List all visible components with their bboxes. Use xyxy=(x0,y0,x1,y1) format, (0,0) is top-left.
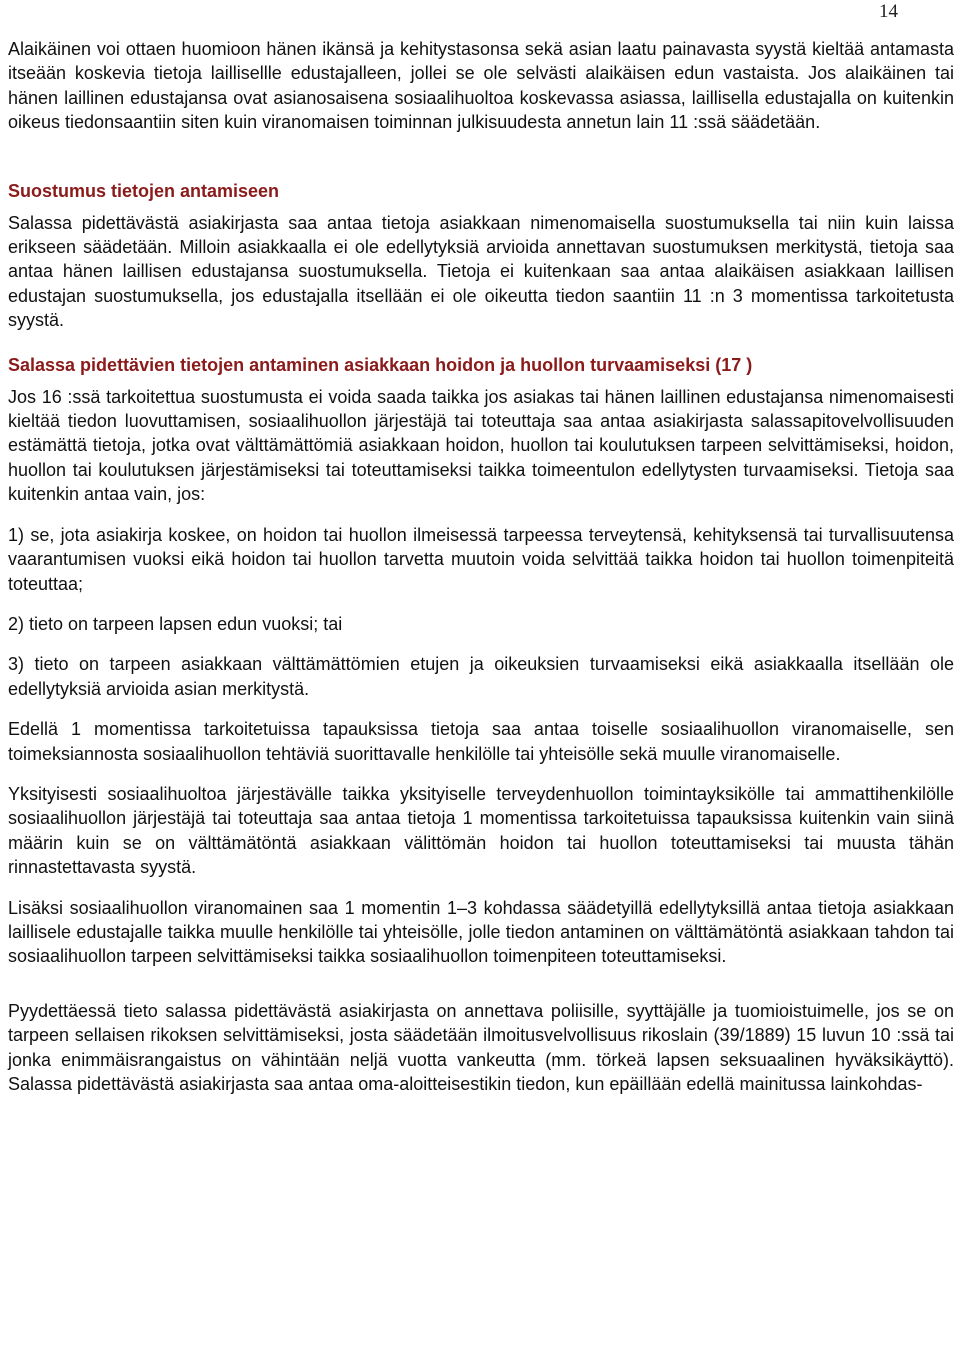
section-heading-disclosure: Salassa pidettävien tietojen antaminen asiakkaan hoidon ja huollon turvaamiseksi (17 ) xyxy=(8,354,753,375)
disclosure-paragraph: Jos 16 :ssä tarkoitettua suostumusta ei voida saada taikka jos asiakas tai hänen laillinen edustajansa nimenomaisesti kieltää tiedon luovuttamisen, sosiaalihuollon järjestäjä tai toteuttaja saa antaa asiakirjasta salassapitovelvollisuuden estämättä tietoja, jotka ovat välttämättömiä asiakkaan hoidon, huollon tai koulutuksen tarpeen selvittämiseksi, hoidon, huollon tai koulutuksen järjestämiseksi tai toteuttamiseksi taikka toimeentulon edellytysten turvaamiseksi. Tietoja saa kuitenkin antaa vain, jos: xyxy=(8,386,954,505)
paragraph-police: Pyydettäessä tieto salassa pidettävästä asiakirjasta on annettava poliisille, syyttäjälle ja tuomioistuimelle, jos se on tarpeen sellaisen rikoksen selvittämiseksi, josta säädetään ilmoitusvelvollisuus rikoslain (39/1889) 15 luvun 10 :ssä tai jonka enimmäisrangaistus on vähintään neljä vuotta vankeutta (mm. törkeä lapsen seksuaalinen hyväksikäyttö). Salassa pidettävästä asiakirjasta saa antaa oma-aloitteisestikin tiedon, kun epäillään edellä mainitussa lainkohdas- xyxy=(8,1000,954,1094)
section-heading-consent: Suostumus tietojen antamiseen xyxy=(8,180,280,201)
list-item-1: 1) se, jota asiakirja koskee, on hoidon tai huollon ilmeisessä tarpeessa terveytensä, kehityksensä tai turvallisuutensa vaarantumisen vuoksi eikä hoidon tai huollon tarvetta muutoin voida selvittää taikka hoidon tai huollon toimenpiteitä toteuttaa; xyxy=(8,524,954,594)
paragraph-legal-representative: Lisäksi sosiaalihuollon viranomainen saa 1 momentin 1–3 kohdassa säädetyillä edellytyksillä antaa tietoja asiakkaan laillisele edustajalle taikka muulle henkilölle tai yhteisölle, jolle tiedon antaminen on välttämätöntä asiakkaan tahdon tai sosiaalihuollon tarpeen selvittämiseksi taikka sosiaalihuollon toimenpiteen toteuttamiseksi. xyxy=(8,897,954,967)
list-item-2: 2) tieto on tarpeen lapsen edun vuoksi; tai xyxy=(8,613,343,634)
page-number: 14 xyxy=(879,1,898,22)
intro-paragraph: Alaikäinen voi ottaen huomioon hänen ikänsä ja kehitystasonsa sekä asian laatu painavasta syystä kieltää antamasta itseään koskevia tietoja laillisellle edustajalleen, jollei se ole selvästi alaikäisen edun vastaista. Jos alaikäinen tai hänen laillinen edustajansa ovat asianosaisena sosiaalihuoltoa koskevassa asiassa, laillisella edustajalla on kuitenkin oikeus tiedonsaantiin siten kuin viranomaisen toiminnan julkisuudesta annetun lain 11 :ssä säädetään. xyxy=(8,39,954,133)
list-item-3: 3) tieto on tarpeen asiakkaan välttämättömien etujen ja oikeuksien turvaamiseksi eikä asiakkaalla itsellään ole edellytyksiä arvioida asian merkitystä. xyxy=(8,654,954,699)
paragraph-authorities: Edellä 1 momentissa tarkoitetuissa tapauksissa tietoja saa antaa toiselle sosiaalihuollon viranomaiselle, sen toimeksiannosta sosiaalihuollon tehtäviä suorittavalle henkilölle tai yhteisölle sekä muulle viranomaiselle. xyxy=(8,719,954,764)
consent-paragraph: Salassa pidettävästä asiakirjasta saa antaa tietoja asiakkaan nimenomaisella suostumuksella tai niin kuin laissa erikseen säädetään. Milloin asiakkaalla ei ole edellytyksiä arvioida annettavan suostumuksen merkitystä, tietoja saa antaa hänen laillisen edustajansa suostumuksella. Tietoja ei kuitenkaan saa antaa alaikäisen asiakkaan laillisen edustajan suostumuksella, jos edustajalla itsellään ei ole oikeutta tiedon saantiin 11 :n 3 momentissa tarkoitetusta syystä. xyxy=(8,212,954,331)
paragraph-private-care: Yksityisesti sosiaalihuoltoa järjestävälle taikka yksityiselle terveydenhuollon toimintayksikölle tai ammattihenkilölle sosiaalihuollon järjestäjä tai toteuttaja saa antaa tietoja 1 momentissa tarkoitetuissa tapauksissa kuitenkin vain siinä määrin kuin se on välttämätöntä asiakkaan välittömän hoidon tai huollon toteuttamiseksi tai muusta tähän rinnastettavasta syystä. xyxy=(8,783,954,878)
document-body xyxy=(8,37,954,1096)
